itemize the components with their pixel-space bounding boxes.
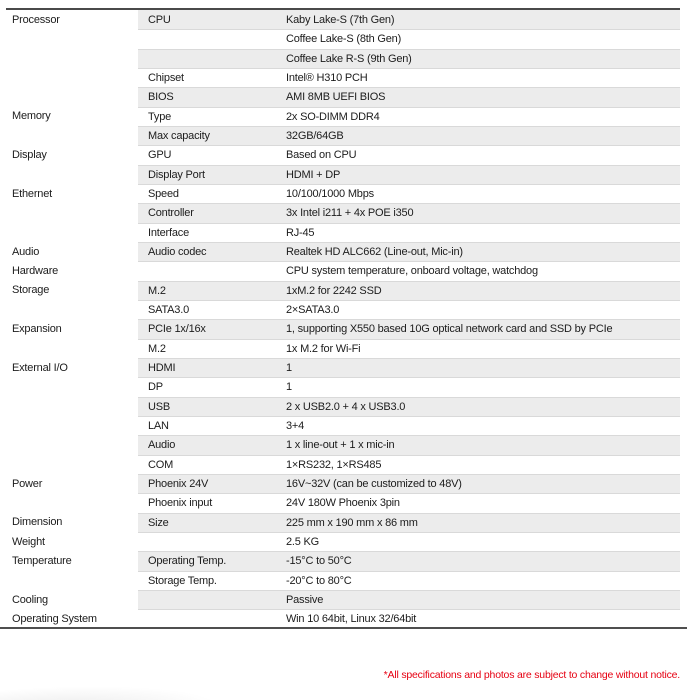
spec-label-cell [138,533,286,551]
spec-label-cell [138,262,286,280]
table-row [6,493,680,512]
spec-label-cell: HDMI [148,362,176,375]
spec-value-cell: Coffee Lake-S (8th Gen) [286,33,402,46]
table-row [6,377,680,396]
category-cell [6,493,138,512]
spec-value-cell: 2 x USB2.0 + 4 x USB3.0 [286,400,406,413]
row-right-region [138,184,680,203]
spec-label-cell: Display Port [148,168,205,181]
spec-value-cell: Intel® H310 PCH [286,72,368,85]
row-right-region [138,10,680,29]
row-right-region [138,532,680,551]
row-right-region [138,300,680,319]
row-right-region [138,435,680,454]
table-row [6,87,680,106]
table-row [6,203,680,222]
spec-value-cell: 2.5 KG [286,536,320,549]
category-cell: Operating System [6,609,138,628]
spec-label-cell: Phoenix 24V [148,478,209,491]
spec-label-cell: Audio [148,439,176,452]
spec-value-cell: 2×SATA3.0 [286,304,340,317]
table-row [6,551,680,570]
row-right-region [138,397,680,416]
spec-value-cell: 10/100/1000 Mbps [286,188,374,201]
category-cell [6,29,138,48]
spec-label-cell: M.2 [148,342,166,355]
category-cell: Cooling [6,590,138,609]
spec-value-cell: Kaby Lake-S (7th Gen) [286,13,395,26]
spec-value-cell: 1 [286,381,292,394]
category-cell [6,49,138,68]
spec-value-cell: 3x Intel i211 + 4x POE i350 [286,207,414,220]
table-row [6,513,680,532]
spec-label-cell [138,591,286,609]
category-cell: Dimension [6,513,138,532]
category-cell [6,68,138,87]
spec-label-cell: Controller [148,207,194,220]
category-cell [6,455,138,474]
category-cell [6,377,138,396]
category-cell [6,397,138,416]
row-right-region [138,87,680,106]
row-right-region [138,29,680,48]
category-cell: Processor [6,10,138,29]
row-right-region [138,242,680,261]
row-right-region [138,358,680,377]
table-row [6,339,680,358]
category-cell [6,571,138,590]
table-row [6,455,680,474]
row-right-region [138,203,680,222]
category-cell [6,126,138,145]
spec-label-cell: BIOS [148,91,174,104]
spec-value-cell: 1x M.2 for Wi-Fi [286,342,361,355]
spec-value-cell: 32GB/64GB [286,130,344,143]
spec-value-cell: -20°C to 80°C [286,574,352,587]
row-right-region [138,416,680,435]
spec-label-cell: COM [148,458,174,471]
spec-label-cell [138,610,286,628]
category-cell [6,435,138,454]
row-right-region [138,223,680,242]
category-cell [6,203,138,222]
row-right-region [138,609,680,628]
row-right-region [138,281,680,300]
spec-label-cell: Phoenix input [148,497,213,510]
category-cell: Hardware [6,261,138,280]
table-row [6,261,680,280]
category-cell: Ethernet [6,184,138,203]
category-cell [6,223,138,242]
table-row [6,126,680,145]
spec-label-cell [138,50,286,68]
spec-value-cell: 1 [286,362,292,375]
row-right-region [138,571,680,590]
row-right-region [138,493,680,512]
spec-value-cell: 1×RS232, 1×RS485 [286,458,382,471]
spec-value-cell: 16V~32V (can be customized to 48V) [286,478,462,491]
row-right-region [138,339,680,358]
spec-label-cell: LAN [148,420,169,433]
spec-label-cell: Type [148,110,172,123]
table-row [6,609,680,628]
spec-value-cell: Realtek HD ALC662 (Line-out, Mic-in) [286,246,463,259]
table-row [6,319,680,338]
row-right-region [138,455,680,474]
category-cell: Power [6,474,138,493]
table-row [6,571,680,590]
category-cell: Temperature [6,551,138,570]
spec-label-cell: DP [148,381,163,394]
table-row [6,281,680,300]
row-right-region [138,377,680,396]
row-right-region [138,590,680,609]
spec-label-cell: USB [148,400,171,413]
table-bottom-rule [0,627,687,629]
table-row [6,165,680,184]
spec-label-cell: Max capacity [148,130,210,143]
row-right-region [138,126,680,145]
row-right-region [138,165,680,184]
spec-label-cell: SATA3.0 [148,304,189,317]
table-row [6,184,680,203]
row-right-region [138,474,680,493]
table-row [6,68,680,87]
category-cell [6,300,138,319]
table-row [6,532,680,551]
row-right-region [138,68,680,87]
table-row [6,145,680,164]
category-cell [6,165,138,184]
category-cell: Display [6,145,138,164]
spec-label-cell: Chipset [148,72,184,85]
row-right-region [138,145,680,164]
spec-table [6,8,680,629]
table-row [6,300,680,319]
spec-value-cell: AMI 8MB UEFI BIOS [286,91,386,104]
spec-label-cell: GPU [148,149,172,162]
spec-label-cell: Interface [148,226,190,239]
spec-value-cell: Coffee Lake R-S (9th Gen) [286,52,412,65]
spec-value-cell: Passive [286,594,324,606]
table-row [6,49,680,68]
category-cell: Memory [6,107,138,126]
category-cell: Expansion [6,319,138,338]
spec-label-cell: Operating Temp. [148,555,227,568]
spec-label-cell: PCIe 1x/16x [148,323,206,336]
row-right-region [138,551,680,570]
spec-label-cell: Speed [148,188,179,201]
spec-value-cell: 2x SO-DIMM DDR4 [286,110,380,123]
spec-value-cell: 225 mm x 190 mm x 86 mm [286,516,418,529]
spec-value-cell: 24V 180W Phoenix 3pin [286,497,400,510]
category-cell [6,416,138,435]
category-cell: Audio [6,242,138,261]
spec-label-cell: Audio codec [148,246,207,259]
table-row [6,358,680,377]
spec-label-cell: M.2 [148,284,166,297]
table-row [6,435,680,454]
table-row [6,29,680,48]
table-row [6,590,680,609]
spec-label-cell [138,30,286,48]
table-row [6,397,680,416]
spec-value-cell: 3+4 [286,420,305,433]
spec-value-cell: CPU system temperature, onboard voltage, watchdog [286,265,538,278]
category-cell [6,339,138,358]
row-right-region [138,49,680,68]
table-row [6,107,680,126]
row-right-region [138,107,680,126]
disclaimer-footnote: *All specifications and photos are subject to change without notice. [383,669,680,681]
spec-label-cell: Size [148,516,169,529]
table-row [6,416,680,435]
table-row [6,223,680,242]
spec-value-cell: 1, supporting X550 based 10G optical network card and SSD by PCIe [286,323,613,336]
spec-value-cell: RJ-45 [286,226,315,239]
spec-value-cell: 1xM.2 for 2242 SSD [286,284,382,297]
spec-value-cell: -15°C to 50°C [286,555,352,568]
table-row [6,10,680,29]
spec-label-cell: Storage Temp. [148,574,217,587]
table-row [6,242,680,261]
table-row [6,474,680,493]
category-cell: External I/O [6,358,138,377]
category-cell [6,87,138,106]
category-cell: Weight [6,532,138,551]
spec-value-cell: Based on CPU [286,149,357,162]
background-swoosh-decoration [0,677,240,700]
spec-value-cell: 1 x line-out + 1 x mic-in [286,439,395,452]
spec-value-cell: Win 10 64bit, Linux 32/64bit [286,613,417,626]
category-cell: Storage [6,281,138,300]
row-right-region [138,319,680,338]
row-right-region [138,513,680,532]
spec-value-cell: HDMI + DP [286,168,341,181]
spec-label-cell: CPU [148,13,171,26]
row-right-region [138,261,680,280]
